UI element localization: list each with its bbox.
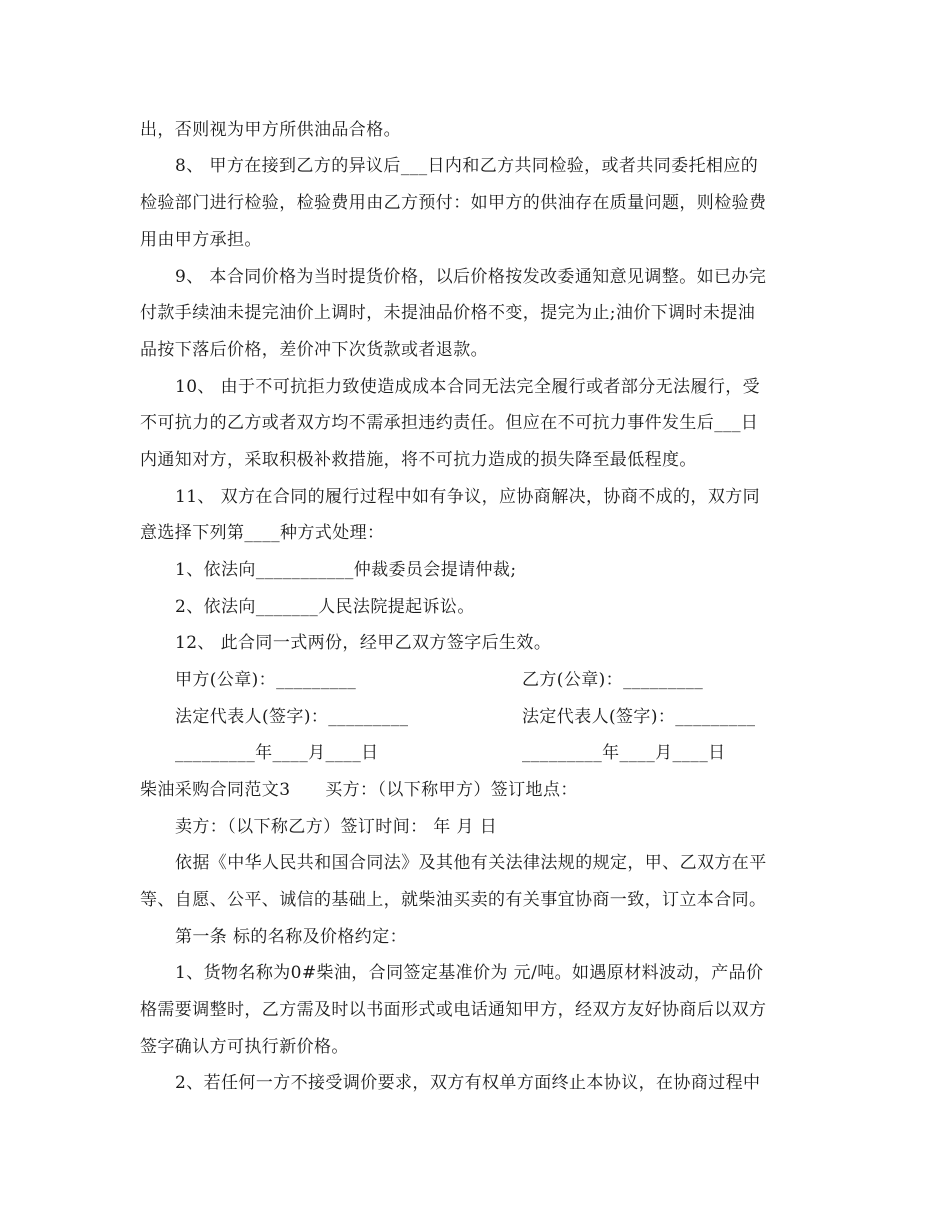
arbitration-option-line: 1、依法向___________仲裁委员会提请仲裁;: [175, 560, 517, 580]
paragraph-line: 格需要调整时，乙方需及时以书面形式或电话通知甲方，经双方友好协商后以双方: [140, 1000, 767, 1020]
paragraph-line: 用由甲方承担。: [140, 230, 262, 250]
clause-9-line: 9、 本合同价格为当时提货价格，以后价格按发改委通知意见调整。如已办完: [175, 267, 767, 287]
paragraph-line: 1、货物名称为0#柴油，合同签定基准价为 元/吨。如遇原材料波动，产品价: [175, 963, 764, 983]
party-a-date-line: _________年____月____日: [175, 743, 379, 763]
clause-11-line: 11、 双方在合同的履行过程中如有争议，应协商解决，协商不成的，双方同: [175, 487, 761, 507]
seller-line: 卖方：（以下称乙方）签订时间： 年 月 日: [175, 817, 498, 837]
party-b-seal-line: 乙方(公章)：_________: [522, 670, 704, 690]
article-1-heading: 第一条 标的名称及价格约定：: [175, 927, 408, 947]
paragraph-line: 2、若任何一方不接受调价要求，双方有权单方面终止本协议，在协商过程中: [175, 1073, 761, 1093]
party-a-seal-line: 甲方(公章)：_________: [175, 670, 357, 690]
clause-8-line: 8、 甲方在接到乙方的异议后___日内和乙方共同检验，或者共同委托相应的: [175, 156, 759, 176]
paragraph-line: 内通知对方，采取积极补救措施，将不可抗力造成的损失降至最低程度。: [140, 450, 697, 470]
clause-12-line: 12、 此合同一式两份，经甲乙双方签字后生效。: [175, 633, 552, 653]
party-a-rep-line: 法定代表人(签字)：_________: [175, 707, 409, 727]
paragraph-line: 签字确认方可执行新价格。: [140, 1037, 349, 1057]
paragraph-line: 意选择下列第____种方式处理：: [140, 523, 385, 543]
litigation-option-line: 2、依法向_______人民法院提起诉讼。: [175, 597, 475, 617]
party-b-date-line: _________年____月____日: [522, 743, 726, 763]
paragraph-line: 出，否则视为甲方所供油品合格。: [140, 120, 401, 140]
paragraph-line: 不可抗力的乙方或者双方均不需承担违约责任。但应在不可抗力事件发生后___日: [140, 413, 759, 433]
clause-10-line: 10、 由于不可抗拒力致使造成成本合同无法完全履行或者部分无法履行，受: [175, 377, 761, 397]
paragraph-line: 付款手续油未提完油价上调时，未提油品价格不变，提完为止;油价下调时未提油: [140, 303, 756, 323]
paragraph-line: 品按下落后价格，差价冲下次货款或者退款。: [140, 340, 488, 360]
contract-heading-line: 柴油采购合同范文3 买方：（以下称甲方）签订地点：: [140, 780, 578, 800]
paragraph-line: 等、自愿、公平、诚信的基础上，就柴油买卖的有关事宜协商一致，订立本合同。: [140, 890, 767, 910]
paragraph-line: 检验部门进行检验，检验费用由乙方预付：如甲方的供油存在质量问题，则检验费: [140, 193, 767, 213]
party-b-rep-line: 法定代表人(签字)：_________: [522, 707, 756, 727]
paragraph-line: 依据《中华人民共和国合同法》及其他有关法律法规的规定，甲、乙双方在平: [175, 853, 767, 873]
